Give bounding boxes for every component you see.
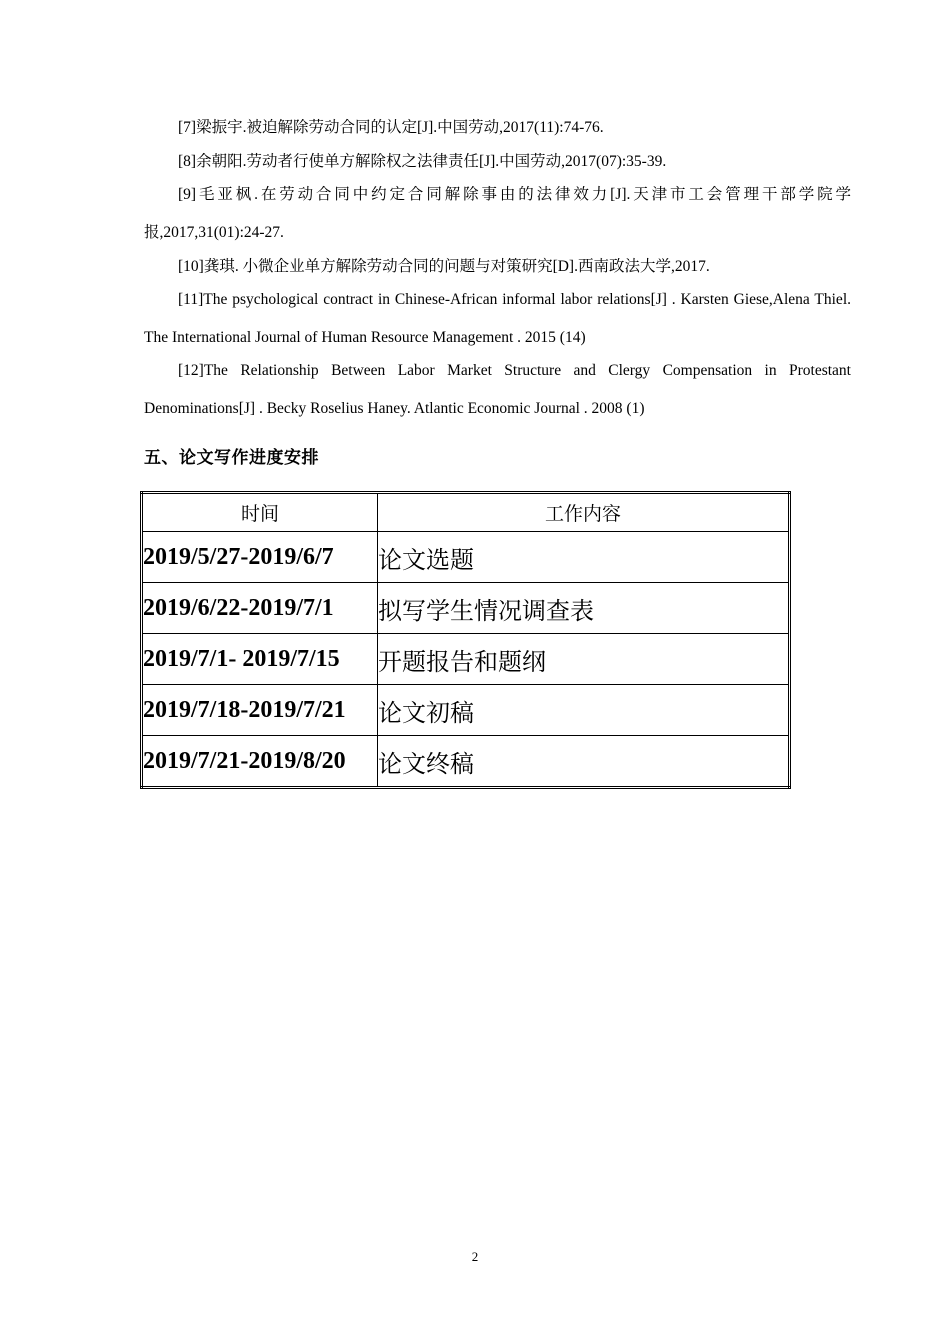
table-row bbox=[142, 685, 790, 736]
section-heading-schedule: 五、论文写作进度安排 bbox=[144, 448, 319, 468]
row-time: 2019/7/21-2019/8/20 bbox=[142, 736, 378, 788]
row-time: 2019/7/18-2019/7/21 bbox=[142, 685, 378, 736]
table-row bbox=[142, 634, 790, 685]
table-row bbox=[142, 583, 790, 634]
reference-9: [9]毛亚枫.在劳动合同中约定合同解除事由的法律效力[J].天津市工会管理干部学院学报,2017,31(01):24-27. bbox=[144, 186, 851, 241]
row-content: 论文初稿 bbox=[378, 685, 790, 736]
reference-8: [8]余朝阳.劳动者行使单方解除权之法律责任[J].中国劳动,2017(07):35-39. bbox=[178, 153, 667, 170]
schedule-table bbox=[140, 491, 791, 789]
table-header-row bbox=[142, 493, 790, 532]
row-time: 2019/6/22-2019/7/1 bbox=[142, 583, 378, 634]
row-time: 2019/7/1- 2019/7/15 bbox=[142, 634, 378, 685]
page-number: 2 bbox=[471, 1249, 479, 1264]
row-time: 2019/5/27-2019/6/7 bbox=[142, 532, 378, 583]
row-content: 开题报告和题纲 bbox=[378, 634, 790, 685]
row-content: 论文终稿 bbox=[378, 736, 790, 788]
reference-11: [11]The psychological contract in Chinese-African informal labor relations[J] . Karsten Giese,Alena Thiel. The International Journal of Human Resource Management . 2015 (14) bbox=[144, 291, 851, 346]
table-row bbox=[142, 736, 790, 788]
reference-10: [10]龚琪. 小微企业单方解除劳动合同的问题与对策研究[D].西南政法大学,2017. bbox=[178, 258, 710, 275]
reference-12: [12]The Relationship Between Labor Market Structure and Clergy Compensation in Protestant Denominations[J] . Becky Roselius Haney. Atlantic Economic Journal . 2008 (1) bbox=[144, 362, 851, 417]
reference-list bbox=[144, 118, 851, 433]
table-row bbox=[142, 532, 790, 583]
row-content: 拟写学生情况调查表 bbox=[378, 583, 790, 634]
reference-7: [7]梁振宇.被迫解除劳动合同的认定[J].中国劳动,2017(11):74-76. bbox=[178, 119, 604, 136]
header-content: 工作内容 bbox=[378, 493, 790, 532]
row-content: 论文选题 bbox=[378, 532, 790, 583]
header-time: 时间 bbox=[142, 493, 378, 532]
